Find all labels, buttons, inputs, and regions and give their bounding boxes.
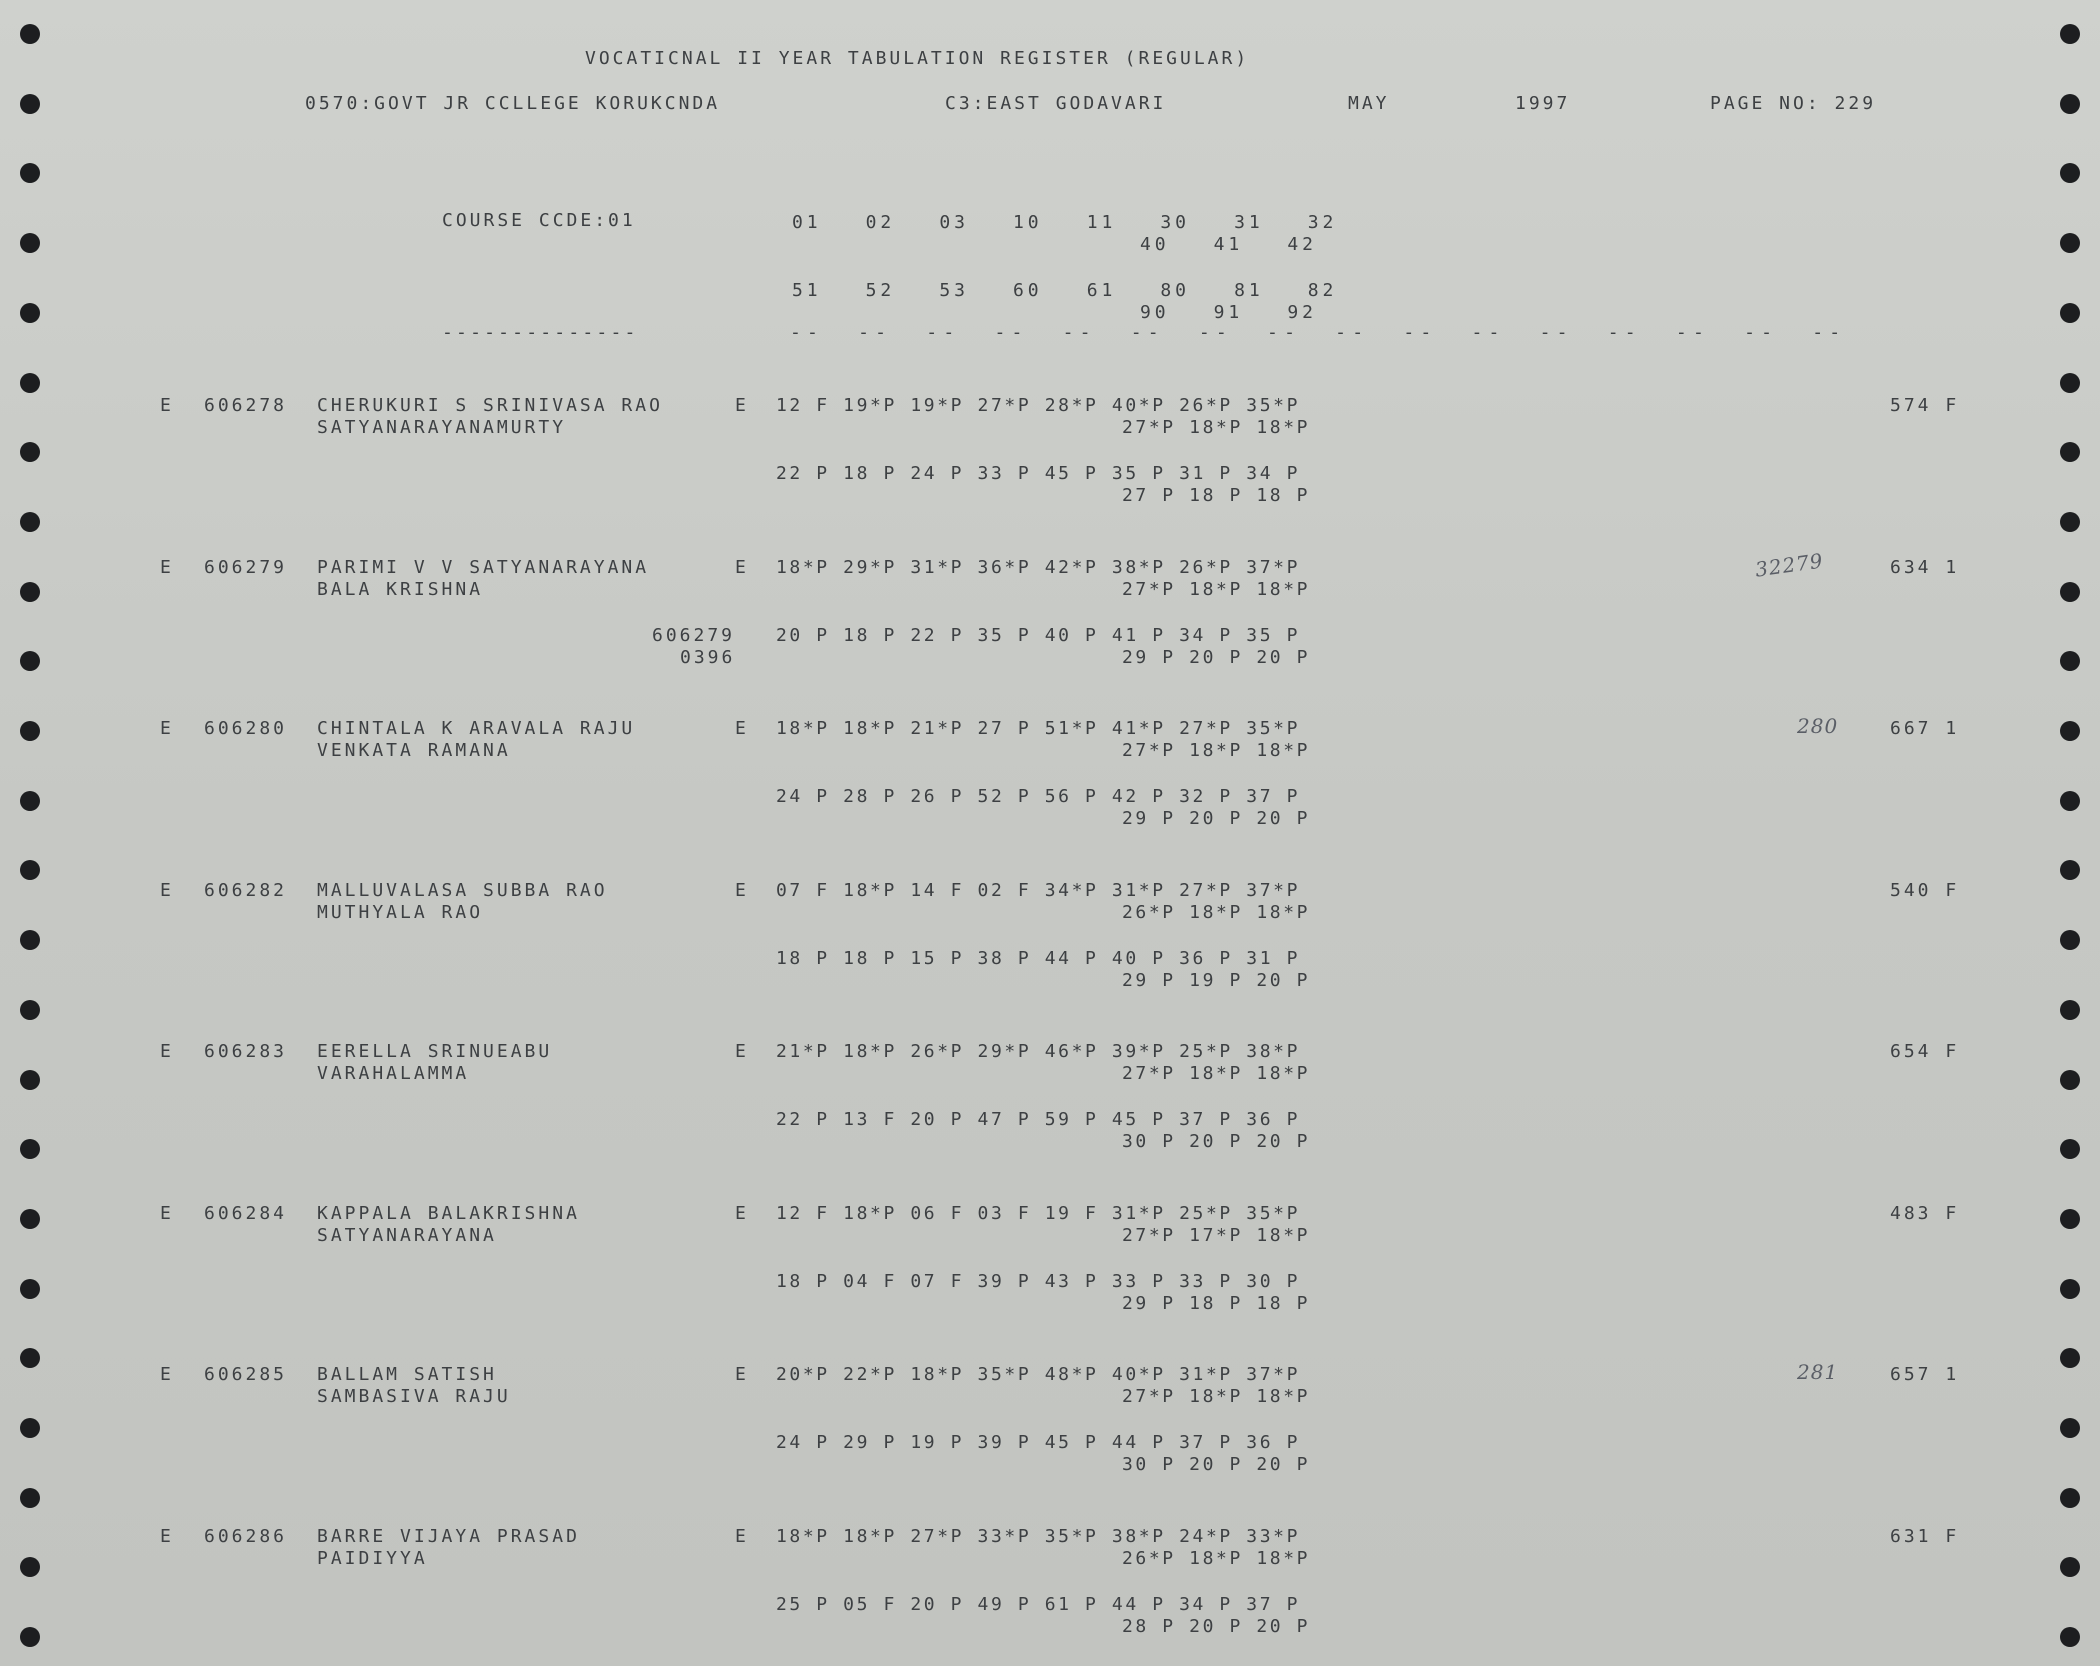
marks-part2: 18 P 18 P 15 P 38 P 44 P 40 P 36 P 31 P: [776, 947, 1301, 969]
tractor-hole: [2060, 721, 2080, 741]
tractor-hole: [20, 1348, 40, 1368]
marks-part1-sub: 27*P 18*P 18*P: [1122, 578, 1311, 600]
marks-part1: 21*P 18*P 26*P 29*P 46*P 39*P 25*P 38*P: [776, 1041, 1301, 1062]
tractor-hole: [2060, 1000, 2080, 1020]
medium-code: E: [735, 1202, 749, 1224]
tractor-hole: [20, 1209, 40, 1229]
father-name: BALA KRISHNA: [317, 578, 484, 600]
tractor-hole: [20, 1418, 40, 1438]
marks-part2-sub: 29 P 20 P 20 P: [1122, 808, 1311, 829]
tractor-hole: [2060, 1139, 2080, 1159]
marks-part2: 20 P 18 P 22 P 35 P 40 P 41 P 34 P 35 P: [776, 624, 1301, 646]
marks-part1-sub: 27*P 18*P 18*P: [1122, 1063, 1311, 1084]
marks-part1: 20*P 22*P 18*P 35*P 48*P 40*P 31*P 37*P: [776, 1364, 1301, 1385]
college-name: 0570:GOVT JR CCLLEGE KORUKCNDA: [305, 93, 721, 114]
handwritten-note: 32279: [1753, 547, 1825, 582]
father-name: SAMBASIVA RAJU: [317, 1386, 511, 1407]
tractor-hole: [2060, 582, 2080, 602]
total-result: 634 1: [1890, 556, 1960, 578]
tractor-hole: [20, 651, 40, 671]
student-name: CHERUKURI S SRINIVASA RAO: [317, 395, 663, 416]
tractor-hole: [2060, 303, 2080, 323]
tractor-hole: [2060, 791, 2080, 811]
hall-ticket-number: 606278: [204, 395, 288, 416]
tractor-hole: [2060, 24, 2080, 44]
record-flag: E: [160, 1041, 174, 1062]
father-name: MUTHYALA RAO: [317, 901, 484, 923]
marks-part2: 22 P 13 F 20 P 47 P 59 P 45 P 37 P 36 P: [776, 1109, 1301, 1130]
tractor-hole: [20, 233, 40, 253]
handwritten-note: 280: [1797, 714, 1839, 738]
total-result: 574 F: [1890, 395, 1960, 416]
left-tractor-holes: [0, 0, 60, 1666]
total-result: 483 F: [1890, 1202, 1960, 1224]
tractor-hole: [2060, 651, 2080, 671]
tractor-hole: [2060, 1488, 2080, 1508]
record-flag: E: [160, 718, 174, 739]
marks-part2-sub: 29 P 18 P 18 P: [1122, 1292, 1311, 1314]
marks-part2: 18 P 04 F 07 F 39 P 43 P 33 P 33 P 30 P: [776, 1270, 1301, 1292]
subject-codes-row2: 51 52 53 60 61 80 81 82: [792, 280, 1338, 301]
tractor-hole: [2060, 1070, 2080, 1090]
father-name: SATYANARAYANAMURTY: [317, 417, 567, 438]
marks-part1: 12 F 19*P 19*P 27*P 28*P 40*P 26*P 35*P: [776, 395, 1301, 416]
tractor-hole: [20, 1000, 40, 1020]
tractor-hole: [2060, 1627, 2080, 1647]
exam-month: MAY: [1348, 93, 1390, 114]
tractor-hole: [20, 1557, 40, 1577]
medium-code: E: [735, 1525, 749, 1547]
total-result: 631 F: [1890, 1525, 1960, 1547]
district-name: C3:EAST GODAVARI: [945, 93, 1167, 114]
hall-ticket-number: 606279: [204, 556, 288, 578]
marks-part2-sub: 30 P 20 P 20 P: [1122, 1131, 1311, 1152]
marks-part2-sub: 29 P 20 P 20 P: [1122, 646, 1311, 668]
marks-part1-sub: 27*P 18*P 18*P: [1122, 1386, 1311, 1407]
course-code: COURSE CCDE:01: [442, 210, 636, 231]
record-flag: E: [160, 1364, 174, 1385]
record-flag: E: [160, 879, 174, 901]
record-flag: E: [160, 1525, 174, 1547]
hall-ticket-number: 606284: [204, 1202, 288, 1224]
tractor-hole: [20, 163, 40, 183]
hall-ticket-number: 606280: [204, 718, 288, 739]
tractor-hole: [20, 930, 40, 950]
student-name: PARIMI V V SATYANARAYANA: [317, 556, 650, 578]
marks-part2: 25 P 05 F 20 P 49 P 61 P 44 P 34 P 37 P: [776, 1593, 1301, 1615]
marks-part2-sub: 29 P 19 P 20 P: [1122, 969, 1311, 991]
handwritten-note: 281: [1797, 1360, 1839, 1384]
total-result: 657 1: [1890, 1364, 1960, 1385]
marks-part1-sub: 26*P 18*P 18*P: [1122, 901, 1311, 923]
record-flag: E: [160, 395, 174, 416]
tractor-hole: [20, 1627, 40, 1647]
student-name: MALLUVALASA SUBBA RAO: [317, 879, 608, 901]
marks-part1: 07 F 18*P 14 F 02 F 34*P 31*P 27*P 37*P: [776, 879, 1301, 901]
column-rule: -- -- -- -- -- -- -- -- -- -- -- -- -- -- -- --: [790, 322, 1847, 343]
medium-code: E: [735, 718, 749, 739]
medium-code: E: [735, 1364, 749, 1385]
tractor-hole: [20, 442, 40, 462]
tractor-hole: [2060, 233, 2080, 253]
tractor-hole: [2060, 1348, 2080, 1368]
hall-ticket-number: 606285: [204, 1364, 288, 1385]
marks-part1-sub: 26*P 18*P 18*P: [1122, 1547, 1311, 1569]
tractor-hole: [2060, 512, 2080, 532]
subject-codes-row2-sub: 90 91 92: [1140, 302, 1317, 323]
subject-codes-row1-sub: 40 41 42: [1140, 234, 1317, 255]
medium-code: E: [735, 395, 749, 416]
tractor-hole: [2060, 94, 2080, 114]
tractor-hole: [20, 721, 40, 741]
marks-part2-sub: 28 P 20 P 20 P: [1122, 1615, 1311, 1637]
father-name: PAIDIYYA: [317, 1547, 428, 1569]
tractor-hole: [2060, 163, 2080, 183]
marks-part1-sub: 27*P 18*P 18*P: [1122, 740, 1311, 761]
tractor-hole: [20, 373, 40, 393]
tractor-hole: [20, 303, 40, 323]
ref-number: 606279: [652, 624, 736, 646]
total-result: 540 F: [1890, 879, 1960, 901]
total-result: 654 F: [1890, 1041, 1960, 1062]
marks-part1: 18*P 18*P 21*P 27 P 51*P 41*P 27*P 35*P: [776, 718, 1301, 739]
father-name: SATYANARAYANA: [317, 1224, 497, 1246]
marks-part1-sub: 27*P 18*P 18*P: [1122, 417, 1311, 438]
marks-part1: 18*P 29*P 31*P 36*P 42*P 38*P 26*P 37*P: [776, 556, 1301, 578]
tractor-hole: [20, 1279, 40, 1299]
tractor-hole: [20, 512, 40, 532]
tractor-hole: [2060, 1209, 2080, 1229]
tractor-hole: [20, 1139, 40, 1159]
subject-codes-row1: 01 02 03 10 11 30 31 32: [792, 212, 1338, 233]
marks-part1: 18*P 18*P 27*P 33*P 35*P 38*P 24*P 33*P: [776, 1525, 1301, 1547]
marks-part2-sub: 30 P 20 P 20 P: [1122, 1454, 1311, 1475]
marks-part2: 22 P 18 P 24 P 33 P 45 P 35 P 31 P 34 P: [776, 463, 1301, 484]
tractor-hole: [20, 791, 40, 811]
tractor-hole: [20, 860, 40, 880]
tractor-hole: [20, 1070, 40, 1090]
marks-part2: 24 P 29 P 19 P 39 P 45 P 44 P 37 P 36 P: [776, 1432, 1301, 1453]
student-name: KAPPALA BALAKRISHNA: [317, 1202, 580, 1224]
page-number: PAGE NO: 229: [1710, 93, 1877, 114]
marks-part2: 24 P 28 P 26 P 52 P 56 P 42 P 32 P 37 P: [776, 786, 1301, 807]
marks-part2-sub: 27 P 18 P 18 P: [1122, 485, 1311, 506]
record-flag: E: [160, 556, 174, 578]
hall-ticket-number: 606282: [204, 879, 288, 901]
marks-part1-sub: 27*P 17*P 18*P: [1122, 1224, 1311, 1246]
tractor-hole: [2060, 930, 2080, 950]
record-flag: E: [160, 1202, 174, 1224]
medium-code: E: [735, 556, 749, 578]
tractor-hole: [2060, 442, 2080, 462]
right-tractor-holes: [2040, 0, 2100, 1666]
father-name: VARAHALAMMA: [317, 1063, 470, 1084]
exam-year: 1997: [1515, 93, 1571, 114]
tractor-hole: [2060, 373, 2080, 393]
tractor-hole: [2060, 1279, 2080, 1299]
medium-code: E: [735, 879, 749, 901]
medium-code: E: [735, 1041, 749, 1062]
ref-code: 0396: [680, 646, 736, 668]
father-name: VENKATA RAMANA: [317, 740, 511, 761]
hall-ticket-number: 606283: [204, 1041, 288, 1062]
register-title: VOCATICNAL II YEAR TABULATION REGISTER (REGULAR): [585, 48, 1250, 69]
tractor-hole: [20, 582, 40, 602]
total-result: 667 1: [1890, 718, 1960, 739]
marks-part1: 12 F 18*P 06 F 03 F 19 F 31*P 25*P 35*P: [776, 1202, 1301, 1224]
tractor-hole: [20, 24, 40, 44]
tractor-hole: [2060, 1418, 2080, 1438]
tractor-hole: [2060, 860, 2080, 880]
tractor-hole: [20, 1488, 40, 1508]
tractor-hole: [20, 94, 40, 114]
course-underline: --------------: [442, 322, 639, 343]
tractor-hole: [2060, 1557, 2080, 1577]
student-name: EERELLA SRINUEABU: [317, 1041, 553, 1062]
student-name: BALLAM SATISH: [317, 1364, 497, 1385]
student-name: CHINTALA K ARAVALA RAJU: [317, 718, 636, 739]
hall-ticket-number: 606286: [204, 1525, 288, 1547]
student-name: BARRE VIJAYA PRASAD: [317, 1525, 580, 1547]
